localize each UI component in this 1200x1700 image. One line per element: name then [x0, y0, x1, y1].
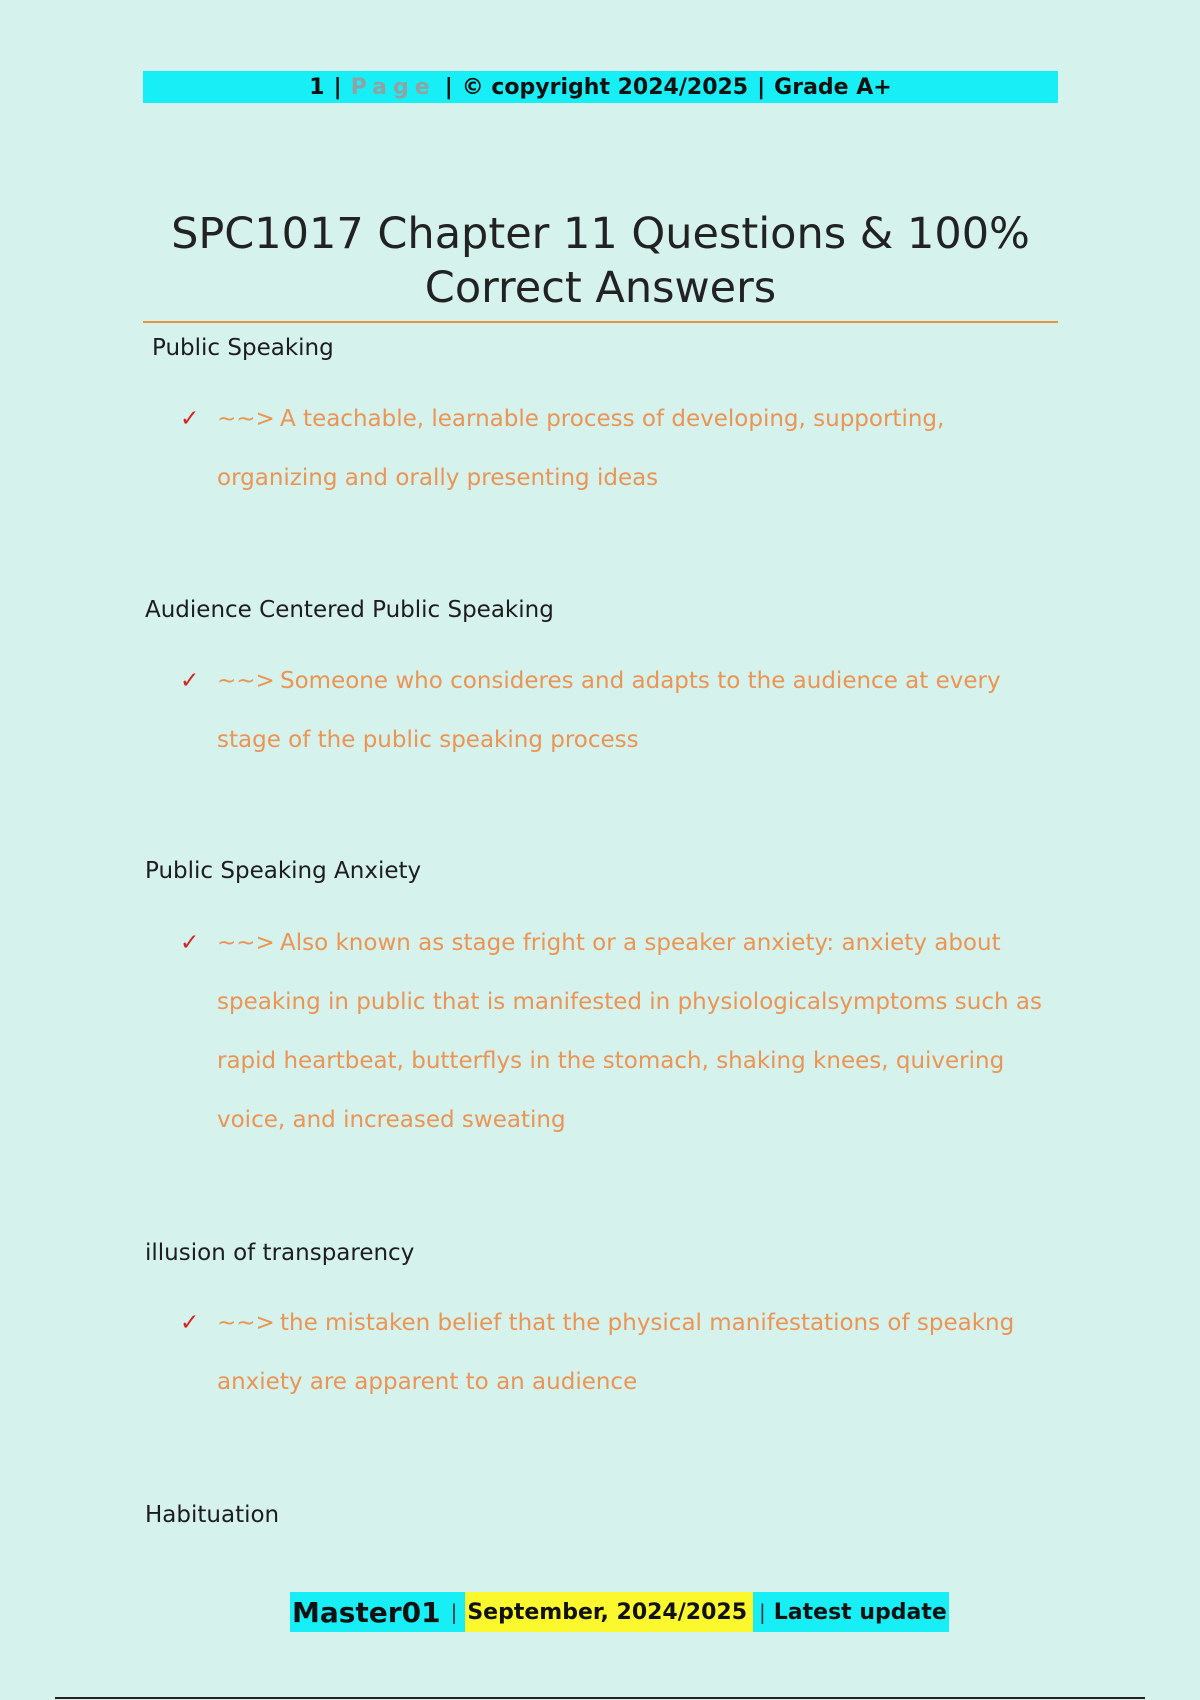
check-icon: ✓ [180, 668, 200, 694]
arrow-icon: ~~> [217, 406, 275, 432]
check-icon: ✓ [180, 406, 200, 432]
answer-line: speaking in public that is manifested in physiologicalsymptoms such as [217, 989, 1042, 1015]
copyright-text: © copyright 2024/2025 [461, 74, 749, 100]
term-habituation: Habituation [145, 1502, 280, 1528]
footer-date: September, 2024/2025 [465, 1592, 753, 1632]
footer-separator: | [443, 1592, 466, 1632]
answer-line: A teachable, learnable process of developing, supporting, [280, 406, 945, 432]
page-label: Page [350, 74, 436, 100]
answer-line: anxiety are apparent to an audience [217, 1369, 638, 1395]
answer-audience-centered [180, 652, 1060, 770]
answer-line: the mistaken belief that the physical manifestations of speakng [280, 1310, 1015, 1336]
bottom-divider [55, 1697, 1145, 1699]
title-line-1: SPC1017 Chapter 11 Questions & 100% [171, 209, 1030, 259]
arrow-icon: ~~> [217, 1310, 275, 1336]
term-speaking-anxiety: Public Speaking Anxiety [145, 858, 422, 884]
answer-line: rapid heartbeat, butterflys in the stomach, shaking knees, quivering [217, 1048, 1005, 1074]
check-icon: ✓ [180, 930, 200, 956]
answer-public-speaking [180, 390, 1060, 508]
footer-author: Master01 [290, 1592, 443, 1632]
header-separator: | [333, 74, 342, 100]
page-footer [290, 1592, 949, 1632]
answer-speaking-anxiety [180, 914, 1060, 1150]
footer-update: Latest update [772, 1592, 949, 1632]
term-illusion-transparency: illusion of transparency [145, 1240, 415, 1266]
page-header [143, 71, 1058, 103]
footer-separator: | [753, 1592, 772, 1632]
term-public-speaking: Public Speaking [152, 335, 334, 361]
answer-line: Someone who consideres and adapts to the audience at every [280, 668, 1001, 694]
answer-line: Also known as stage fright or a speaker anxiety: anxiety about [280, 930, 1001, 956]
document-title [143, 207, 1058, 315]
check-icon: ✓ [180, 1310, 200, 1336]
term-audience-centered: Audience Centered Public Speaking [145, 597, 554, 623]
header-separator: | [444, 74, 453, 100]
answer-line: voice, and increased sweating [217, 1107, 566, 1133]
arrow-icon: ~~> [217, 930, 275, 956]
page-number: 1 [309, 74, 325, 100]
header-separator: | [757, 74, 766, 100]
answer-line: organizing and orally presenting ideas [217, 465, 659, 491]
title-line-2: Correct Answers [424, 263, 777, 313]
title-divider [143, 321, 1058, 323]
grade-text: Grade A+ [774, 74, 892, 100]
arrow-icon: ~~> [217, 668, 275, 694]
answer-illusion-transparency [180, 1294, 1060, 1412]
answer-line: stage of the public speaking process [217, 727, 639, 753]
